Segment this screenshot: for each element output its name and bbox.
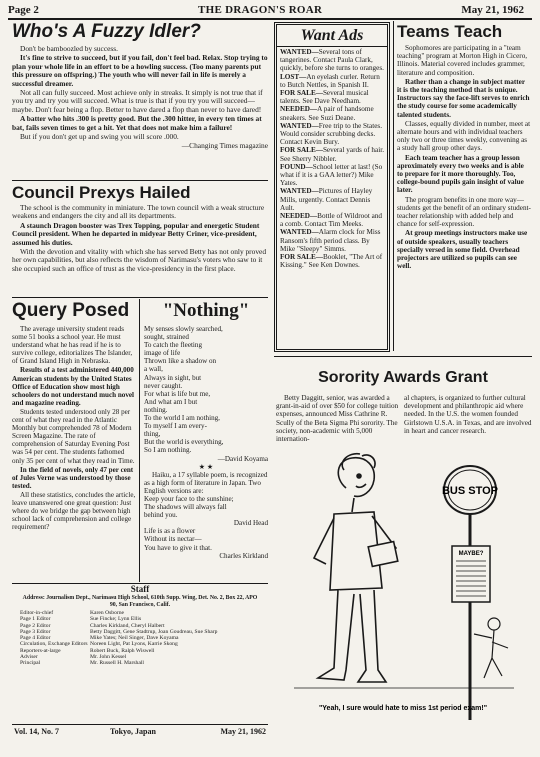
want-ads-title: Want Ads	[300, 27, 364, 44]
fuzzy-p2: It's fine to strive to succeed, but if you fail, don't feel bad. Relax. Stop trying to plan your whole life in an effort to be a howling success. (Too many parents put this pressure on offspring.) The youth who will never fail in life is merely a successful dreamer.	[12, 53, 268, 88]
staff-role: Circulation, Exchange Editors	[20, 641, 88, 648]
haiku-intro: Haiku, a 17 syllable poem, is recognized as a high form of literature in Japan. Two English versions are:	[144, 470, 268, 495]
want-ads-box	[274, 22, 390, 352]
council-p3: With the devotion and vitality with which she has served Betty has not only proved her own capabilities, but also reflects the wisdom of Narimasu's voters who saw to it she occupied such an office of trust as the vice-presidency in the first place.	[12, 247, 267, 273]
staff-names: Betty Daggitt, Gene Stadtrup, Joan Goudreau, Sue Sharp	[90, 628, 218, 635]
fuzzy-p3: Not all can fully succeed. Most achieve only in streaks. It simply is not true that if you try and try you will succeed. What is true is that if you try you will succeed—maybe. Don't fear being a flop. Better to have dared a flop than never to have dared!	[12, 88, 263, 114]
staff-role: Principal	[20, 660, 41, 667]
teams-headline: Teams Teach	[397, 22, 503, 41]
fuzzy-p4: A batter who hits .300 is pretty good. But the .300 hitter, in every ten times at bat, fails seven times to get a hit. Yet that does not make him a failure!	[12, 114, 262, 132]
poem-line: My senses slowly searched,	[144, 325, 223, 333]
haiku-line: behind you.	[144, 511, 178, 520]
query-p1: The average university student reads some 51 books a school year. He must understand what he has read if he is to survive college, editorializes The Islander, of Grand Island High in Nebraska.	[12, 325, 133, 366]
poem-line: For what is life but me,	[144, 389, 211, 398]
page-number: Page 2	[8, 4, 39, 16]
staff-names: Mike Yates; Neil Singer, Dave Koyama	[90, 635, 179, 642]
staff-names: Sue Fincke; Lynn Ellis	[90, 616, 142, 623]
want-ad: WANTED—Alarm clock for Miss Ransom's fifth period class. By Mike "Sleepy" Simms.	[280, 228, 381, 253]
poem-line: But the world is everything,	[144, 438, 224, 447]
fuzzy-p1: Don't be bamboozled by success.	[20, 44, 119, 53]
sorority-p1: Betty Daggitt, senior, was awarded a grant-in-aid of over $50 for college tuition expenses, announced Miss Cathrine R. Scully of the Beta Sigma Phi sorority. The society, non-academic with 5,000 internation-	[276, 394, 399, 444]
staff-role: Page 3 Editor	[20, 628, 51, 635]
haiku-line: You have to give it that.	[144, 543, 212, 552]
fuzzy-credit: —Changing Times magazine	[181, 141, 268, 151]
poem-line: nothing.	[144, 405, 168, 414]
query-p4: In the field of novels, only 47 per cent of Jules Verne was understood by those tested.	[12, 465, 134, 490]
poem-line: And what am I but	[144, 397, 198, 406]
poem-line: To myself I am every-	[144, 422, 207, 431]
staff-names: Mr. Russell H. Marshall	[90, 660, 144, 667]
staff-box	[12, 583, 268, 739]
footer-date: May 21, 1962	[220, 727, 266, 736]
want-ad: NEEDED—A pair of handsome sneakers. See Suzi Deane.	[280, 105, 374, 122]
poem-line: image of life	[144, 349, 181, 358]
poem-line: sought, strained	[144, 333, 189, 342]
want-ad: LOST—An eyelash curler. Return to Butch Nettles, in Spanish II.	[280, 72, 380, 89]
council-p2: A staunch Dragon booster was Trex Topping, popular and energetic Student Council president. When he departed in midyear Betty Criner, vice-president, assumed his duties.	[12, 220, 260, 247]
haiku-line: The shadows will always fall	[144, 503, 227, 512]
query-p5: All these statistics, concludes the article, leave unanswered one great question: Just where do we bridge the gap between high school lack of comprehension and college requirement?	[12, 490, 136, 532]
footer-volume: Vol. 14, No. 7	[14, 727, 60, 736]
poem-line: Always in sight, but	[144, 373, 202, 382]
teams-p1: Sophomores are participating in a "team teaching" program at Morton High in Cicero, Illinois. Material covered includes grammer, literature and composition.	[397, 44, 528, 77]
poem-line: never caught.	[144, 381, 183, 390]
column-rule	[139, 299, 140, 582]
divider	[277, 46, 387, 47]
schedule-title: MAYBE?	[458, 551, 484, 557]
haiku-credit: Charles Kirkland	[219, 551, 268, 560]
poem-line: To catch the fleeting	[144, 341, 202, 350]
haiku-line: Keep your face to the sunshine;	[144, 494, 234, 503]
query-p2: Results of a test administered 440,000 American students by the United States Office of Education show most high schoolers do not understand much novel and magazine reading.	[12, 366, 134, 407]
nothing-headline: "Nothing"	[162, 300, 250, 321]
staff-names: Noreen Light, Pat Lyons, Karrie Skong	[90, 641, 178, 648]
bus-stop-sign-text: BUS STOP	[441, 485, 499, 497]
divider	[12, 724, 268, 725]
divider	[12, 297, 268, 298]
divider	[12, 180, 268, 181]
staff-names: Charles Kirkland, Cheryl Halbert	[90, 622, 165, 629]
header-date: May 21, 1962	[461, 4, 524, 16]
books	[368, 542, 398, 567]
want-ad: NEEDED—Bottle of Wildroot and a comb. Contact Tim Meeks.	[280, 212, 383, 229]
staff-names: Robert Buck, Ralph Wiswell	[90, 647, 155, 654]
teams-p4: Each team teacher has a group lesson aproximately every two weeks and is able to prepare for it more thoroughly. Too, college-bound pupils gain insight of value later.	[397, 153, 524, 195]
footer-city: Tokyo, Japan	[110, 727, 156, 736]
haiku-line: Without its nectar—	[144, 535, 202, 544]
poem-credit: —David Koyama	[217, 454, 268, 463]
want-ad: WANTED—Pictures of Hayley Mills, urgently. Contact Dennis Ault.	[280, 187, 373, 212]
sorority-left-column	[276, 394, 400, 444]
council-p1: The school is the community in miniature. The town council with a weak structure weakens and endangers the city and all its departments.	[12, 203, 265, 221]
teams-p5: The program benefits in one more way—students get the benefit of an ordinary student-teacher relationship with added help and chance for self-expression.	[397, 195, 531, 229]
teams-p6: At group meetings instructors make use of outside speakers, usually teachers specially versed in some field. Overhead projectors are utilized so pupils can see well.	[397, 229, 528, 271]
poem-line: To the world I am nothing,	[144, 414, 220, 423]
council-article	[12, 183, 268, 274]
student-figure	[314, 454, 398, 682]
divider	[274, 356, 532, 357]
want-ad: FOUND—School letter at last! (So what if it is a GAA letter?) Mike Yates.	[280, 162, 383, 188]
staff-title: Staff	[130, 584, 150, 594]
staff-role: Page 2 Editor	[20, 622, 51, 629]
want-ad: FOR SALE—Several yards of hair. See Sherry Nibbler.	[280, 146, 385, 163]
fuzzy-headline: Who's A Fuzzy Idler?	[12, 21, 201, 42]
staff-names: Karen Osborne	[90, 610, 125, 616]
staff-names: Mr. John Kessel	[90, 654, 127, 661]
poem-line: So I am nothing.	[144, 446, 192, 455]
fuzzy-p5: But if you don't get up and swing you will score .000.	[20, 132, 179, 142]
teams-article	[397, 21, 531, 271]
staff-role: Reporters-at-large	[20, 647, 61, 654]
poem-line: a wall,	[144, 365, 163, 374]
divider	[12, 583, 268, 584]
query-headline: Query Posed	[12, 300, 130, 321]
teams-p3: Classes, equally divided in number, meet at alternate hours and with individual teachers only two or three times weekly, convening as a study hall group other days.	[397, 119, 531, 153]
cartoon-caption: "Yeah, I sure would hate to miss 1st period exam!"	[318, 705, 488, 712]
page-header	[8, 4, 532, 18]
poem-line: thing,	[144, 430, 161, 439]
bus-stop-cartoon	[274, 448, 532, 726]
teams-p2: Rather than a change in subject matter it is the teaching method that is unique. Instructors say the face-lift serves to enrich the study course for some academically talented students.	[397, 77, 530, 119]
staff-role: Page 4 Editor	[20, 635, 51, 642]
want-ad: FOR SALE—Booklet, "The Art of Kissing." See Ken Downes.	[280, 253, 383, 270]
staff-role: Editor-in-chief	[20, 610, 54, 616]
star-divider: ★ ★	[198, 462, 214, 471]
sorority-p2: al chapters, is organized to further cultural development and philanthropic aid where needed. In the U.S. the women founded Girlstown U.S.A. in Texas, and are involved in heart and cancer research.	[404, 394, 532, 435]
want-ad: FOR SALE—Several musical talents. See Dave Needham.	[280, 89, 369, 106]
header-rule	[8, 18, 532, 20]
fuzzy-article	[12, 21, 268, 151]
haiku-line: Life is as a flower	[144, 527, 196, 536]
council-headline: Council Prexys Hailed	[12, 183, 191, 202]
poem-line: Thrown like a shadow on	[144, 357, 217, 366]
haiku-credit: David Head	[233, 519, 268, 528]
staff-role: Page 1 Editor	[20, 616, 51, 623]
want-ad: WANTED—Free trip to the States. Would consider scrubbing decks. Contact Kevin Bury.	[280, 121, 383, 147]
want-ad: WANTED—Several tons of tangerines. Contact Paula Clark, quickly, before she turns to oranges.	[280, 48, 384, 73]
masthead: THE DRAGON'S ROAR	[198, 4, 323, 16]
staff-address: Address: Journalism Dept., Narimasu High School, 610th Supp. Wing, Det. No. 2, Box 22, APO 90, San Francisco, Calif.	[22, 595, 258, 608]
query-p3: Students tested understood only 28 per cent of what they read in the Atlantic Monthly but comprehended 78 of Modern Screen Magazine. The rate of comprehension of Saturday Evening Post was 54 per cent. The students fathomed only 35 per cent of what they read in Time.	[12, 407, 135, 465]
climbing-figure	[474, 618, 508, 678]
query-article	[12, 299, 136, 532]
column-rule	[393, 21, 394, 351]
nothing-article	[144, 299, 268, 560]
staff-role: Adviser	[20, 654, 38, 661]
sorority-headline: Sorority Awards Grant	[318, 369, 488, 386]
sorority-right-column	[404, 394, 532, 436]
